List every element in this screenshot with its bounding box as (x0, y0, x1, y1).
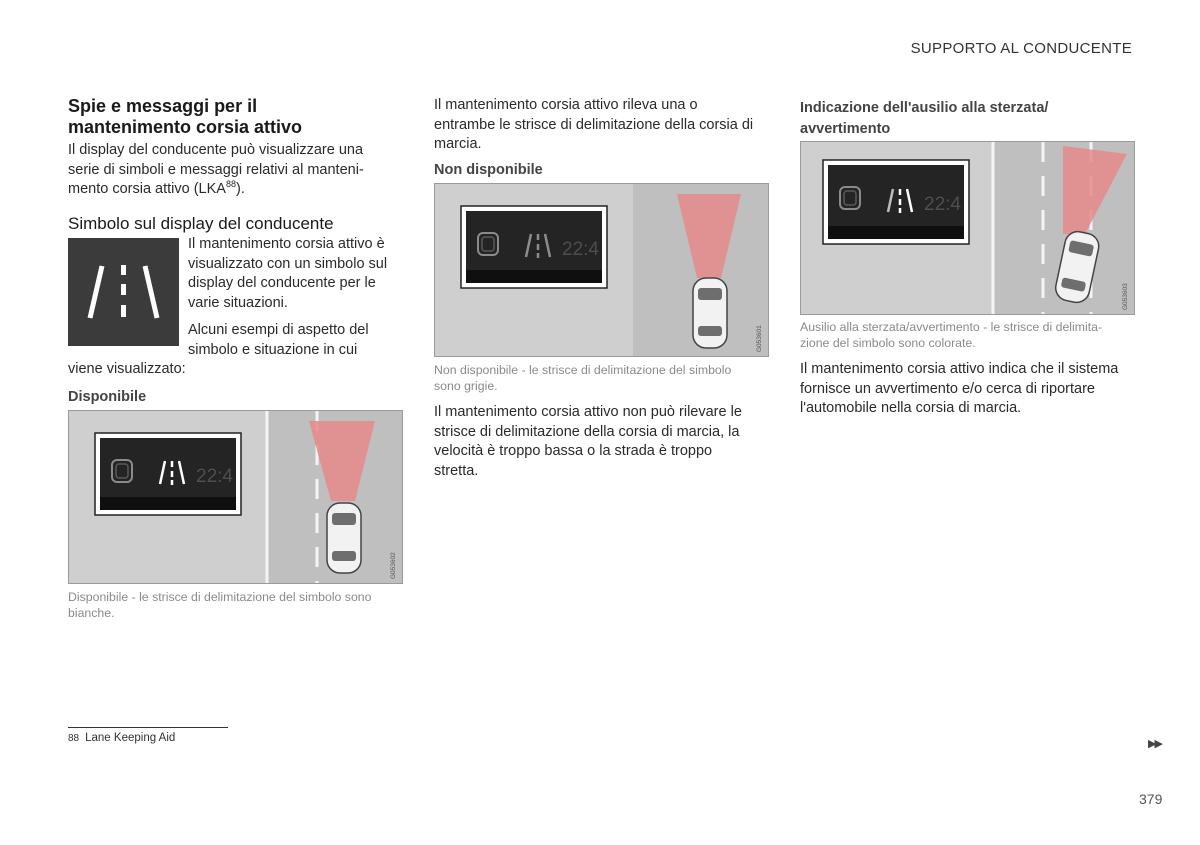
unavailable-paragraph: Il mantenimento corsia attivo non può rilevare le strisce di delimitazione della corsia di marcia, la velocità è troppo bassa o la strada è troppo stretta. (434, 404, 742, 479)
footnote (68, 732, 175, 744)
car-icon (693, 278, 727, 348)
figure-code: G053601 (756, 325, 763, 352)
available-heading: Disponibile (68, 389, 147, 405)
display-time: 22:4 (196, 466, 233, 487)
page-title: Spie e messaggi per il mantenimento corsia attivo (68, 96, 303, 137)
symbol-heading: Simbolo sul display del conducente (68, 214, 334, 233)
intro-paragraph: Il display del conducente può visualizzare una serie di simboli e messaggi relativi al manteni- mento corsia attivo (LKA$^{88}$). (68, 142, 364, 197)
continue-arrows-icon: ▶▶ (1148, 738, 1161, 750)
lka-symbol-icon (68, 238, 179, 346)
footnote-number: 88 (68, 733, 80, 744)
footnote-text: Lane Keeping Aid (85, 732, 176, 744)
figure-available (68, 410, 403, 584)
figure-code: G053603 (1122, 283, 1129, 310)
warning-paragraph: Il mantenimento corsia attivo indica che il sistema fornisce un avvertimento e/o cerca di riportare l'automobile nella corsia di marcia. (800, 361, 1119, 416)
examples-text-end: viene visualizzato: (68, 361, 186, 377)
car-icon (327, 503, 361, 573)
unavailable-heading: Non disponibile (434, 162, 543, 178)
warning-caption: Ausilio alla sterzata/avvertimento - le strisce di delimita- zione del simbolo sono colorate. (800, 320, 1103, 350)
display-time: 22:4 (562, 239, 599, 260)
page-number: 379 (1139, 791, 1163, 807)
detection-paragraph: Il mantenimento corsia attivo rileva una o entrambe le strisce di delimitazione della corsia di marcia. (434, 97, 754, 152)
warning-heading: Indicazione dell'ausilio alla sterzata/ avvertimento (800, 100, 1049, 137)
figure-code: G053602 (390, 552, 397, 579)
figure-unavailable (434, 183, 769, 357)
examples-text: Alcuni esempi di aspetto del simbolo e situazione in cui (188, 322, 369, 358)
available-caption: Disponibile - le strisce di delimitazione del simbolo sono bianche. (68, 590, 372, 620)
figure-warning (800, 141, 1135, 315)
symbol-text: Il mantenimento corsia attivo è visualizzato con un simbolo sul display del conducente per le varie situazioni. (188, 236, 388, 311)
unavailable-caption: Non disponibile - le strisce di delimitazione del simbolo sono grigie. (434, 363, 732, 393)
footnote-ref: 88 (225, 179, 236, 190)
footnote-rule (68, 727, 228, 728)
display-time: 22:4 (924, 194, 961, 215)
running-header: SUPPORTO AL CONDUCENTE (910, 40, 1132, 57)
